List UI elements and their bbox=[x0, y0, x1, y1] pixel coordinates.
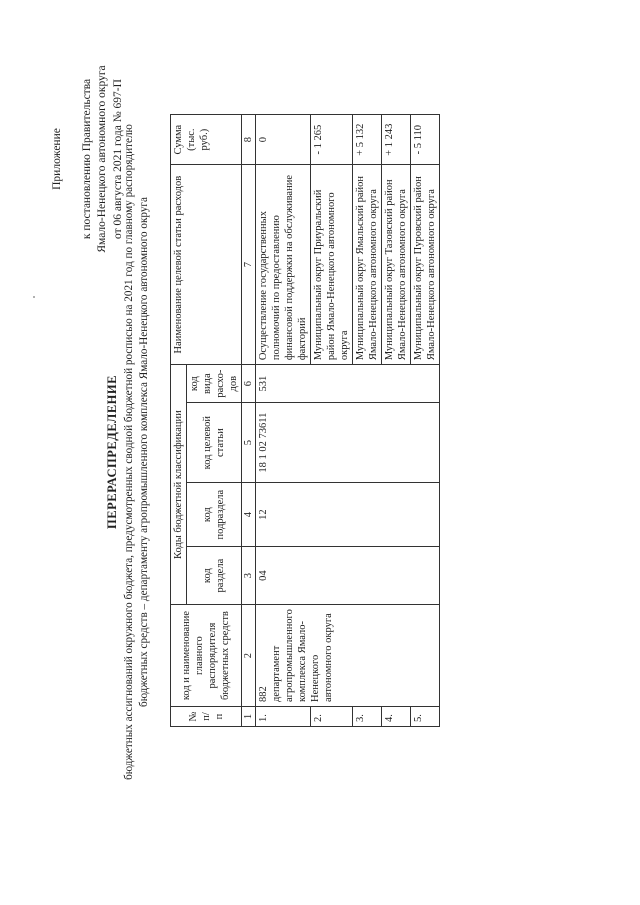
target-name: Муниципальный округ Ямальский район Ямало-Ненецкого автономного округа bbox=[353, 165, 382, 365]
amount: + 5 132 bbox=[353, 115, 382, 165]
row-num: 3. bbox=[353, 707, 382, 727]
target-name: Муниципальный округ Пуровский район Ямало-Ненецкого автономного округа bbox=[411, 165, 440, 365]
header-num: № п/п bbox=[171, 707, 242, 727]
appendix-line: Ямало-Ненецкого автономного округа bbox=[96, 65, 108, 253]
header-target-name: Наименование целевой статьи расходов bbox=[171, 165, 242, 365]
section-code: 04 bbox=[256, 547, 440, 605]
column-number: 7 bbox=[242, 165, 256, 365]
subsection-code: 12 bbox=[256, 483, 440, 547]
column-number: 2 bbox=[242, 605, 256, 707]
header-expense-type: код вида расхо-дов bbox=[187, 365, 242, 403]
table-row bbox=[256, 115, 311, 727]
column-number: 4 bbox=[242, 483, 256, 547]
document-title: ПЕРЕРАСПРЕДЕЛЕНИЕ bbox=[105, 375, 119, 529]
column-number: 8 bbox=[242, 115, 256, 165]
subtitle-line: бюджетных ассигнований окружного бюджета, предусмотренных сводной бюджетной росписью на 2021 год по главному распорядителю bbox=[123, 124, 135, 780]
column-number-row bbox=[242, 115, 256, 727]
rotated-page bbox=[20, 22, 620, 882]
row-num: 5. bbox=[411, 707, 440, 727]
appendix-date: от 06 августа 2021 года № 697-П bbox=[111, 79, 124, 239]
header-target: код целевой статьи bbox=[187, 403, 242, 483]
row-num: 4. bbox=[382, 707, 411, 727]
target-name: Муниципальный округ Тазовский район Ямало-Ненецкого автономного округа bbox=[382, 165, 411, 365]
main-manager-name: департамент агропромышленного комплекса Ямало-Ненецкого автономного округа bbox=[271, 609, 334, 702]
expense-type-code: 531 bbox=[256, 365, 440, 403]
header-codes-group: Коды бюджетной классификации bbox=[171, 365, 187, 605]
main-manager-code: 882 bbox=[258, 686, 269, 702]
column-number: 5 bbox=[242, 403, 256, 483]
amount: - 5 110 bbox=[411, 115, 440, 165]
header-main-manager: код и наименование главного распорядителя бюджетных средств bbox=[171, 605, 242, 707]
target-name: Муниципальный округ Приуральский район Ямало-Ненецкого автономного округа bbox=[311, 165, 353, 365]
amount: 0 bbox=[256, 115, 311, 165]
amount: - 1 265 bbox=[311, 115, 353, 165]
column-number: 3 bbox=[242, 547, 256, 605]
appendix-label: Приложение bbox=[51, 128, 63, 190]
header-amount: Сумма (тыс. руб.) bbox=[171, 115, 242, 165]
subtitle-line: бюджетных средств – департаменту агропромышленного комплекса Ямало-Ненецкого автономного округа bbox=[138, 197, 150, 707]
main-manager-cell bbox=[256, 605, 440, 707]
header-section: код раздела bbox=[187, 547, 242, 605]
redistribution-table bbox=[170, 114, 440, 727]
row-num: 1. bbox=[256, 707, 311, 727]
amount: + 1 243 bbox=[382, 115, 411, 165]
target-code: 18 1 02 73611 bbox=[256, 403, 440, 483]
document-subtitle bbox=[122, 42, 152, 862]
column-number: 1 bbox=[242, 707, 256, 727]
row-num: 2. bbox=[311, 707, 353, 727]
target-name: Осуществление государственных полномочий по предоставлению финансовой поддержки на обслуживание факторий bbox=[256, 165, 311, 365]
header-subsection: код подраздела bbox=[187, 483, 242, 547]
appendix-line: к постановлению Правительства bbox=[80, 78, 93, 240]
column-number: 6 bbox=[242, 365, 256, 403]
